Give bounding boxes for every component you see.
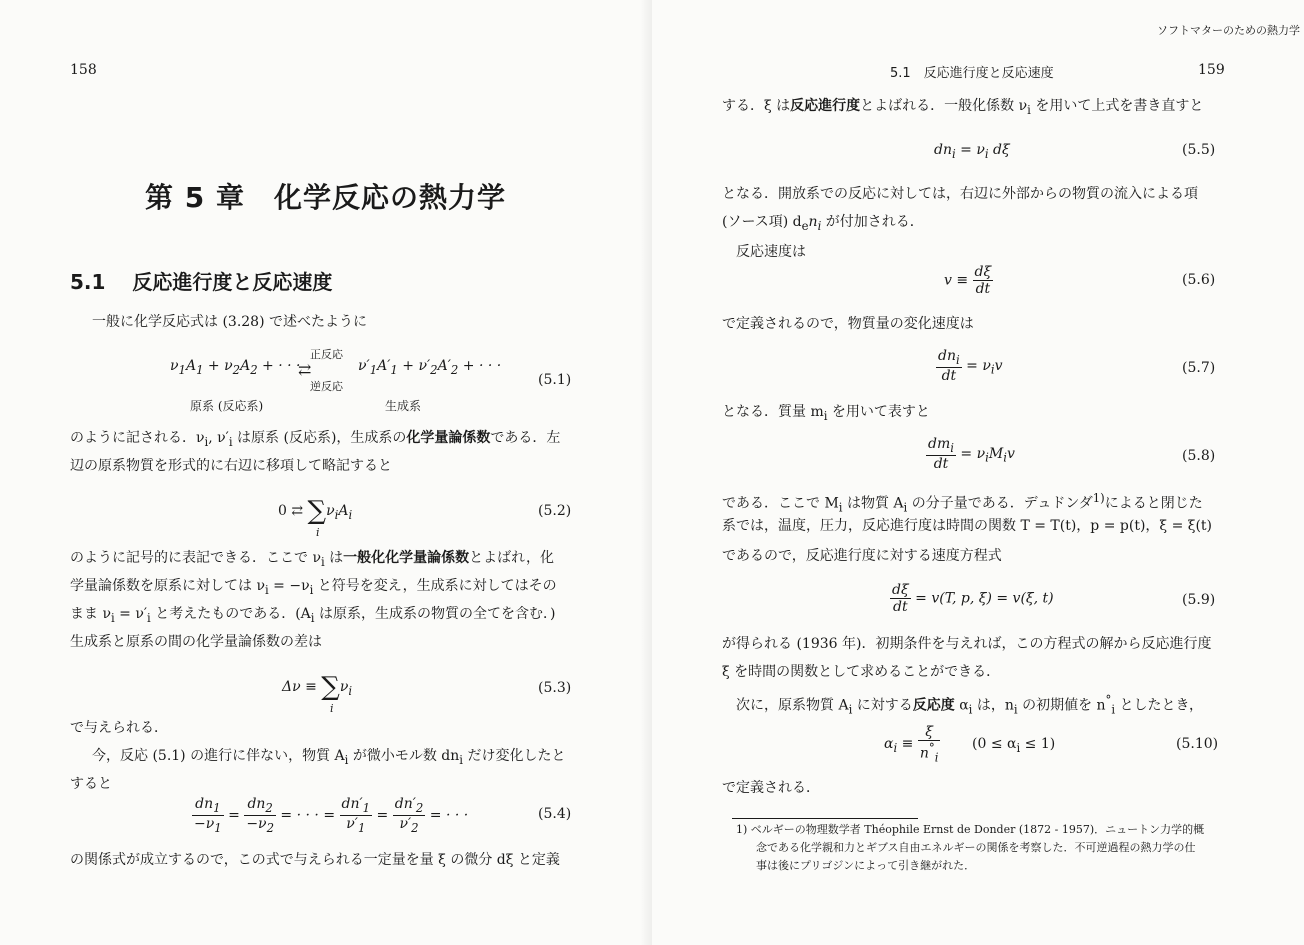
equation-5-10: $\alpha_i$ ≡ $\frac{\xi}{n^\circ_i}$ bbox=[884, 724, 939, 765]
equation-number: (5.10) bbox=[1176, 736, 1219, 752]
paragraph-line: で与えられる． bbox=[70, 720, 168, 736]
paragraph-line: で定義されるので，物質量の変化速度は bbox=[722, 316, 974, 332]
equation-5-1-rhs: $\nu'_1A'_1 + \nu'_2A'_2$ + · · · bbox=[358, 358, 502, 377]
equation-5-2: 0 ⇄ $\sum\nu_iA_i$ bbox=[278, 496, 353, 526]
footnote-rule bbox=[732, 818, 918, 819]
paragraph-line: 今，反応 (5.1) の進行に伴ない，物質 $A_i$ が微小モル数 $dn_i$ だけ変化したと bbox=[92, 748, 566, 767]
page-number-left: 158 bbox=[70, 62, 97, 78]
equation-5-4: $\frac{dn_1}{-\nu_1}$ = $\frac{dn_2}{-\nu_2}$ = · · · = $\frac{dn'_1}{\nu'_1}$ = $\frac{dn'_2}{\nu'_2}$ = · · · bbox=[194, 796, 469, 835]
paragraph-line: で定義される． bbox=[722, 780, 820, 796]
paragraph-line: であるので，反応進行度に対する速度方程式 bbox=[722, 548, 1002, 564]
equation-5-6: v ≡ $\frac{d\xi}{dt}$ bbox=[944, 264, 992, 297]
equation-number: (5.5) bbox=[1182, 142, 1216, 158]
backward-reaction-label: 逆反応 bbox=[310, 380, 343, 393]
forward-reaction-label: 正反応 bbox=[310, 348, 343, 361]
section-title: 5.1 反応進行度と反応速度 bbox=[70, 270, 333, 294]
equation-5-10-range: $(0 \le \alpha_i \le 1)$ bbox=[972, 736, 1056, 755]
page-number-right: 159 bbox=[1198, 62, 1225, 78]
equation-5-5: $dn_i = \nu_i$ dξ bbox=[934, 142, 1010, 161]
paragraph-line: ξ を時間の関数として求めることができる． bbox=[722, 664, 1001, 680]
equation-number: (5.9) bbox=[1182, 592, 1216, 608]
chapter-title: 第 5 章 化学反応の熱力学 bbox=[145, 181, 506, 214]
paragraph-line: 生成系と原系の間の化学量論係数の差は bbox=[70, 634, 322, 650]
series-title: ソフトマターのための熱力学 bbox=[1157, 24, 1300, 37]
equation-number: (5.6) bbox=[1182, 272, 1216, 288]
paragraph-line: 一般に化学反応式は (3.28) で述べたように bbox=[92, 314, 367, 330]
paragraph-line: 次に，原系物質 $A_i$ に対する反応度 $\alpha_i$ は，$n_i$ の初期値を $n^\circ_i$ としたとき， bbox=[736, 693, 1204, 717]
equilibrium-arrow-icon: ⇄ bbox=[298, 360, 312, 379]
equation-5-9: $\frac{d\xi}{dt}$ = v(T, p, ξ) = v(ξ, t) bbox=[892, 582, 1054, 615]
product-label: 生成系 bbox=[385, 399, 422, 413]
paragraph-line: である．ここで $M_i$ は物質 $A_i$ の分子量である．デュドンダ$^{1)}$によると閉じた bbox=[722, 491, 1203, 515]
paragraph-line: 学量論係数を原系に対しては $\nu_i = -\nu_i$ と符号を変え，生成系に対してはその bbox=[70, 578, 557, 597]
paragraph-line: が得られる (1936 年)．初期条件を与えれば，この方程式の解から反応進行度 bbox=[722, 636, 1212, 652]
equation-number: (5.4) bbox=[538, 806, 572, 822]
equation-number: (5.2) bbox=[538, 503, 572, 519]
equation-number: (5.7) bbox=[1182, 360, 1216, 376]
sum-index: i bbox=[316, 526, 320, 539]
paragraph-line: 反応速度は bbox=[736, 244, 806, 260]
equation-number: (5.8) bbox=[1182, 448, 1216, 464]
reactant-label: 原系 (反応系) bbox=[190, 399, 264, 413]
paragraph-line: まま $\nu_i = \nu'_i$ と考えたものである．($A_i$ は原系，生成系の物質の全てを含む．) bbox=[70, 606, 556, 625]
footnote-line: 事は後にプリゴジンによって引き継がれた． bbox=[756, 859, 976, 872]
equation-5-1-lhs: $\nu_1A_1 + \nu_2A_2$ + · · · bbox=[170, 358, 301, 377]
equation-5-7: $\frac{dn_i}{dt}$ = $\nu_iv$ bbox=[938, 348, 1003, 384]
footnote-line: 1) ベルギーの物理数学者 Théophile Ernst de Donder (1872 - 1957)．ニュートン力学的概 bbox=[736, 823, 1205, 836]
equation-5-3: $\Delta\nu \equiv \sum\nu_i$ bbox=[282, 672, 353, 702]
running-head: 5.1 反応進行度と反応速度 bbox=[890, 66, 1054, 81]
paragraph-line: する．ξ は反応進行度とよばれる．一般化係数 $\nu_i$ を用いて上式を書き直すと bbox=[722, 98, 1204, 117]
right-page bbox=[652, 0, 1304, 945]
paragraph-line: 系では，温度，圧力，反応進行度は時間の関数 T = T(t)，p = p(t)，ξ = ξ(t) bbox=[722, 518, 1213, 534]
equation-5-8: $\frac{dm_i}{dt}$ = $\nu_iM_iv$ bbox=[928, 436, 1015, 472]
equation-number: (5.1) bbox=[538, 372, 572, 388]
paragraph-line: (ソース項) $d_en_i$ が付加される． bbox=[722, 214, 924, 233]
footnote-line: 念である化学親和力とギブス自由エネルギーの関係を考察した．不可逆過程の熱力学の仕 bbox=[756, 841, 1196, 854]
paragraph-line: のように記される．$\nu_i$, $\nu'_i$ は原系 (反応系)，生成系の化学量論係数である．左 bbox=[70, 430, 561, 449]
paragraph-line: となる．質量 $m_i$ を用いて表すと bbox=[722, 404, 930, 423]
equation-number: (5.3) bbox=[538, 680, 572, 696]
paragraph-line: の関係式が成立するので，この式で与えられる一定量を量 ξ の微分 dξ と定義 bbox=[70, 852, 560, 868]
paragraph-line: すると bbox=[70, 776, 112, 792]
paragraph-line: となる．開放系での反応に対しては，右辺に外部からの物質の流入による項 bbox=[722, 186, 1198, 202]
sum-index: i bbox=[330, 702, 334, 715]
paragraph-line: 辺の原系物質を形式的に右辺に移項して略記すると bbox=[70, 458, 392, 474]
paragraph-line: のように記号的に表記できる．ここで $\nu_i$ は一般化化学量論係数とよばれ，化 bbox=[70, 550, 554, 569]
